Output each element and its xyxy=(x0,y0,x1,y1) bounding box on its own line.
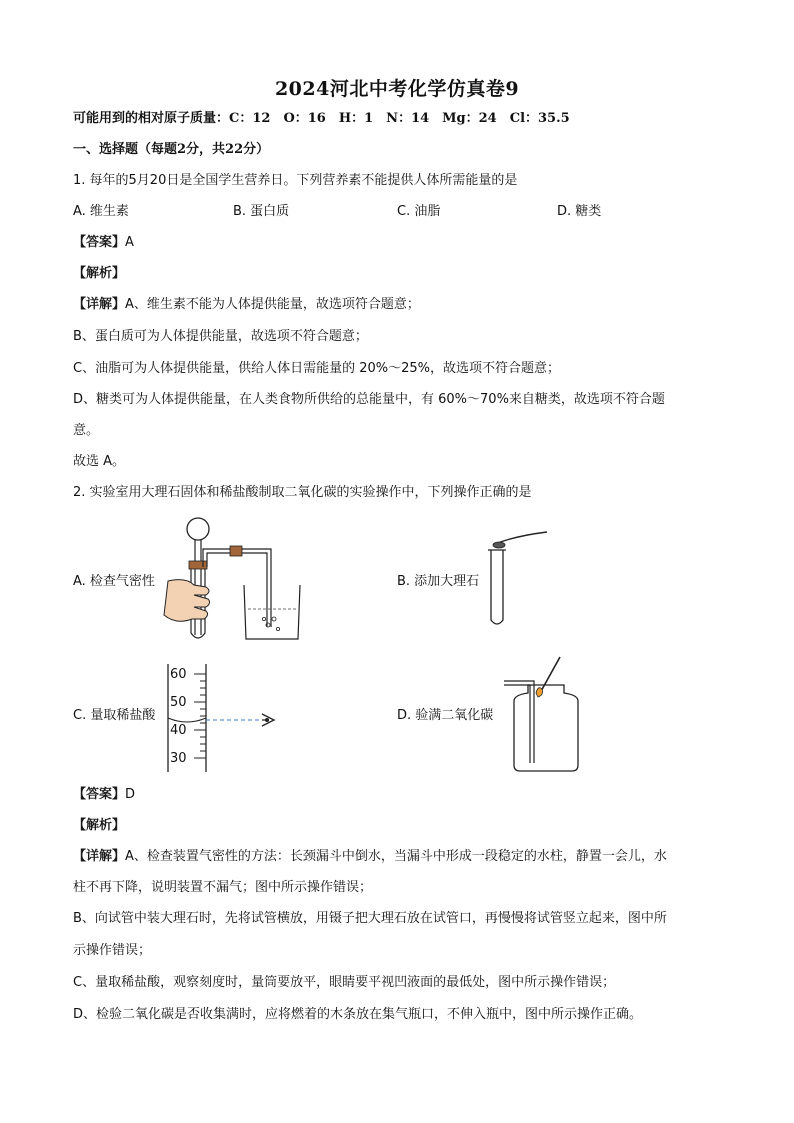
q2-detail-b-cont: 示操作错误； xyxy=(73,943,152,958)
q1-option-a: A. 维生素 xyxy=(73,204,129,219)
q2-option-c: C. 量取稀盐酸 xyxy=(73,708,156,723)
q2-stem: 2. 实验室用大理石固体和稀盐酸制取二氧化碳的实验操作中，下列操作正确的是 xyxy=(73,485,532,500)
answer-value: A xyxy=(125,235,134,250)
airtightness-check-figure xyxy=(158,515,308,645)
section-heading: 一、选择题（每题2分，共22分） xyxy=(73,142,270,157)
q2-answer xyxy=(73,787,723,803)
tick-60: 60 xyxy=(170,667,187,682)
q1-detail-c: C、油脂可为人体提供能量，供给人体日需能量的 20%～25%，故选项不符合题意； xyxy=(73,361,560,376)
co2-verify-figure xyxy=(500,655,590,775)
analysis-tag: 【解析】 xyxy=(73,266,126,281)
q1-detail-a xyxy=(73,297,723,313)
q2-option-d: D. 验满二氧化碳 xyxy=(397,708,494,723)
detail-tag: 【详解】 xyxy=(73,849,126,864)
q1-detail-d: D、糖类可为人体提供能量，在人类食物所供给的总能量中，有 60%～70%来自糖类，故选项不符合题 xyxy=(73,392,665,407)
answer-tag: 【答案】 xyxy=(73,235,126,250)
q1-option-d: D. 糖类 xyxy=(557,204,602,219)
q1-option-c: C. 油脂 xyxy=(397,204,441,219)
answer-tag: 【答案】 xyxy=(73,787,126,802)
detail-text: A、维生素不能为人体提供能量，故选项符合题意； xyxy=(125,297,420,312)
q2-option-b: B. 添加大理石 xyxy=(397,574,480,589)
q2-detail-d: D、检验二氧化碳是否收集满时，应将燃着的木条放在集气瓶口，不伸入瓶中，图中所示操作正确。 xyxy=(73,1007,643,1022)
detail-text: A、检查装置气密性的方法：长颈漏斗中倒水，当漏斗中形成一段稳定的水柱，静置一会儿，水 xyxy=(125,849,667,864)
q1-option-b: B. 蛋白质 xyxy=(233,204,290,219)
q2-detail-a-cont: 柱不再下降，说明装置不漏气；图中所示操作错误； xyxy=(73,880,373,895)
analysis-tag: 【解析】 xyxy=(73,818,126,833)
q1-conclusion: 故选 A。 xyxy=(73,454,126,469)
page-title: 2024河北中考化学仿真卷9 xyxy=(274,78,520,100)
q1-detail-b: B、蛋白质可为人体提供能量，故选项不符合题意； xyxy=(73,329,368,344)
q1-analysis xyxy=(73,266,723,282)
tick-40: 40 xyxy=(170,723,187,738)
q2-option-a: A. 检查气密性 xyxy=(73,574,155,589)
q2-detail-a xyxy=(73,849,723,865)
atomic-masses: 可能用到的相对原子质量：C：12 O：16 H：1 N：14 Mg：24 Cl：35.5 xyxy=(73,111,570,126)
measuring-cylinder-figure xyxy=(162,662,292,774)
q1-stem: 1. 每年的5月20日是全国学生营养日。下列营养素不能提供人体所需能量的是 xyxy=(73,173,518,188)
detail-tag: 【详解】 xyxy=(73,297,126,312)
q2-detail-c: C、量取稀盐酸，观察刻度时，量筒要放平，眼睛要平视凹液面的最低处，图中所示操作错误； xyxy=(73,975,616,990)
adding-marble-figure xyxy=(485,530,555,630)
q1-detail-d-cont: 意。 xyxy=(73,423,100,438)
answer-value: D xyxy=(125,787,136,802)
q2-analysis xyxy=(73,818,723,834)
tick-30: 30 xyxy=(170,751,187,766)
q1-answer xyxy=(73,235,723,251)
q2-detail-b: B、向试管中装大理石时，先将试管横放，用镊子把大理石放在试管口，再慢慢将试管竖立起来，图中所 xyxy=(73,911,667,926)
tick-50: 50 xyxy=(170,695,187,710)
